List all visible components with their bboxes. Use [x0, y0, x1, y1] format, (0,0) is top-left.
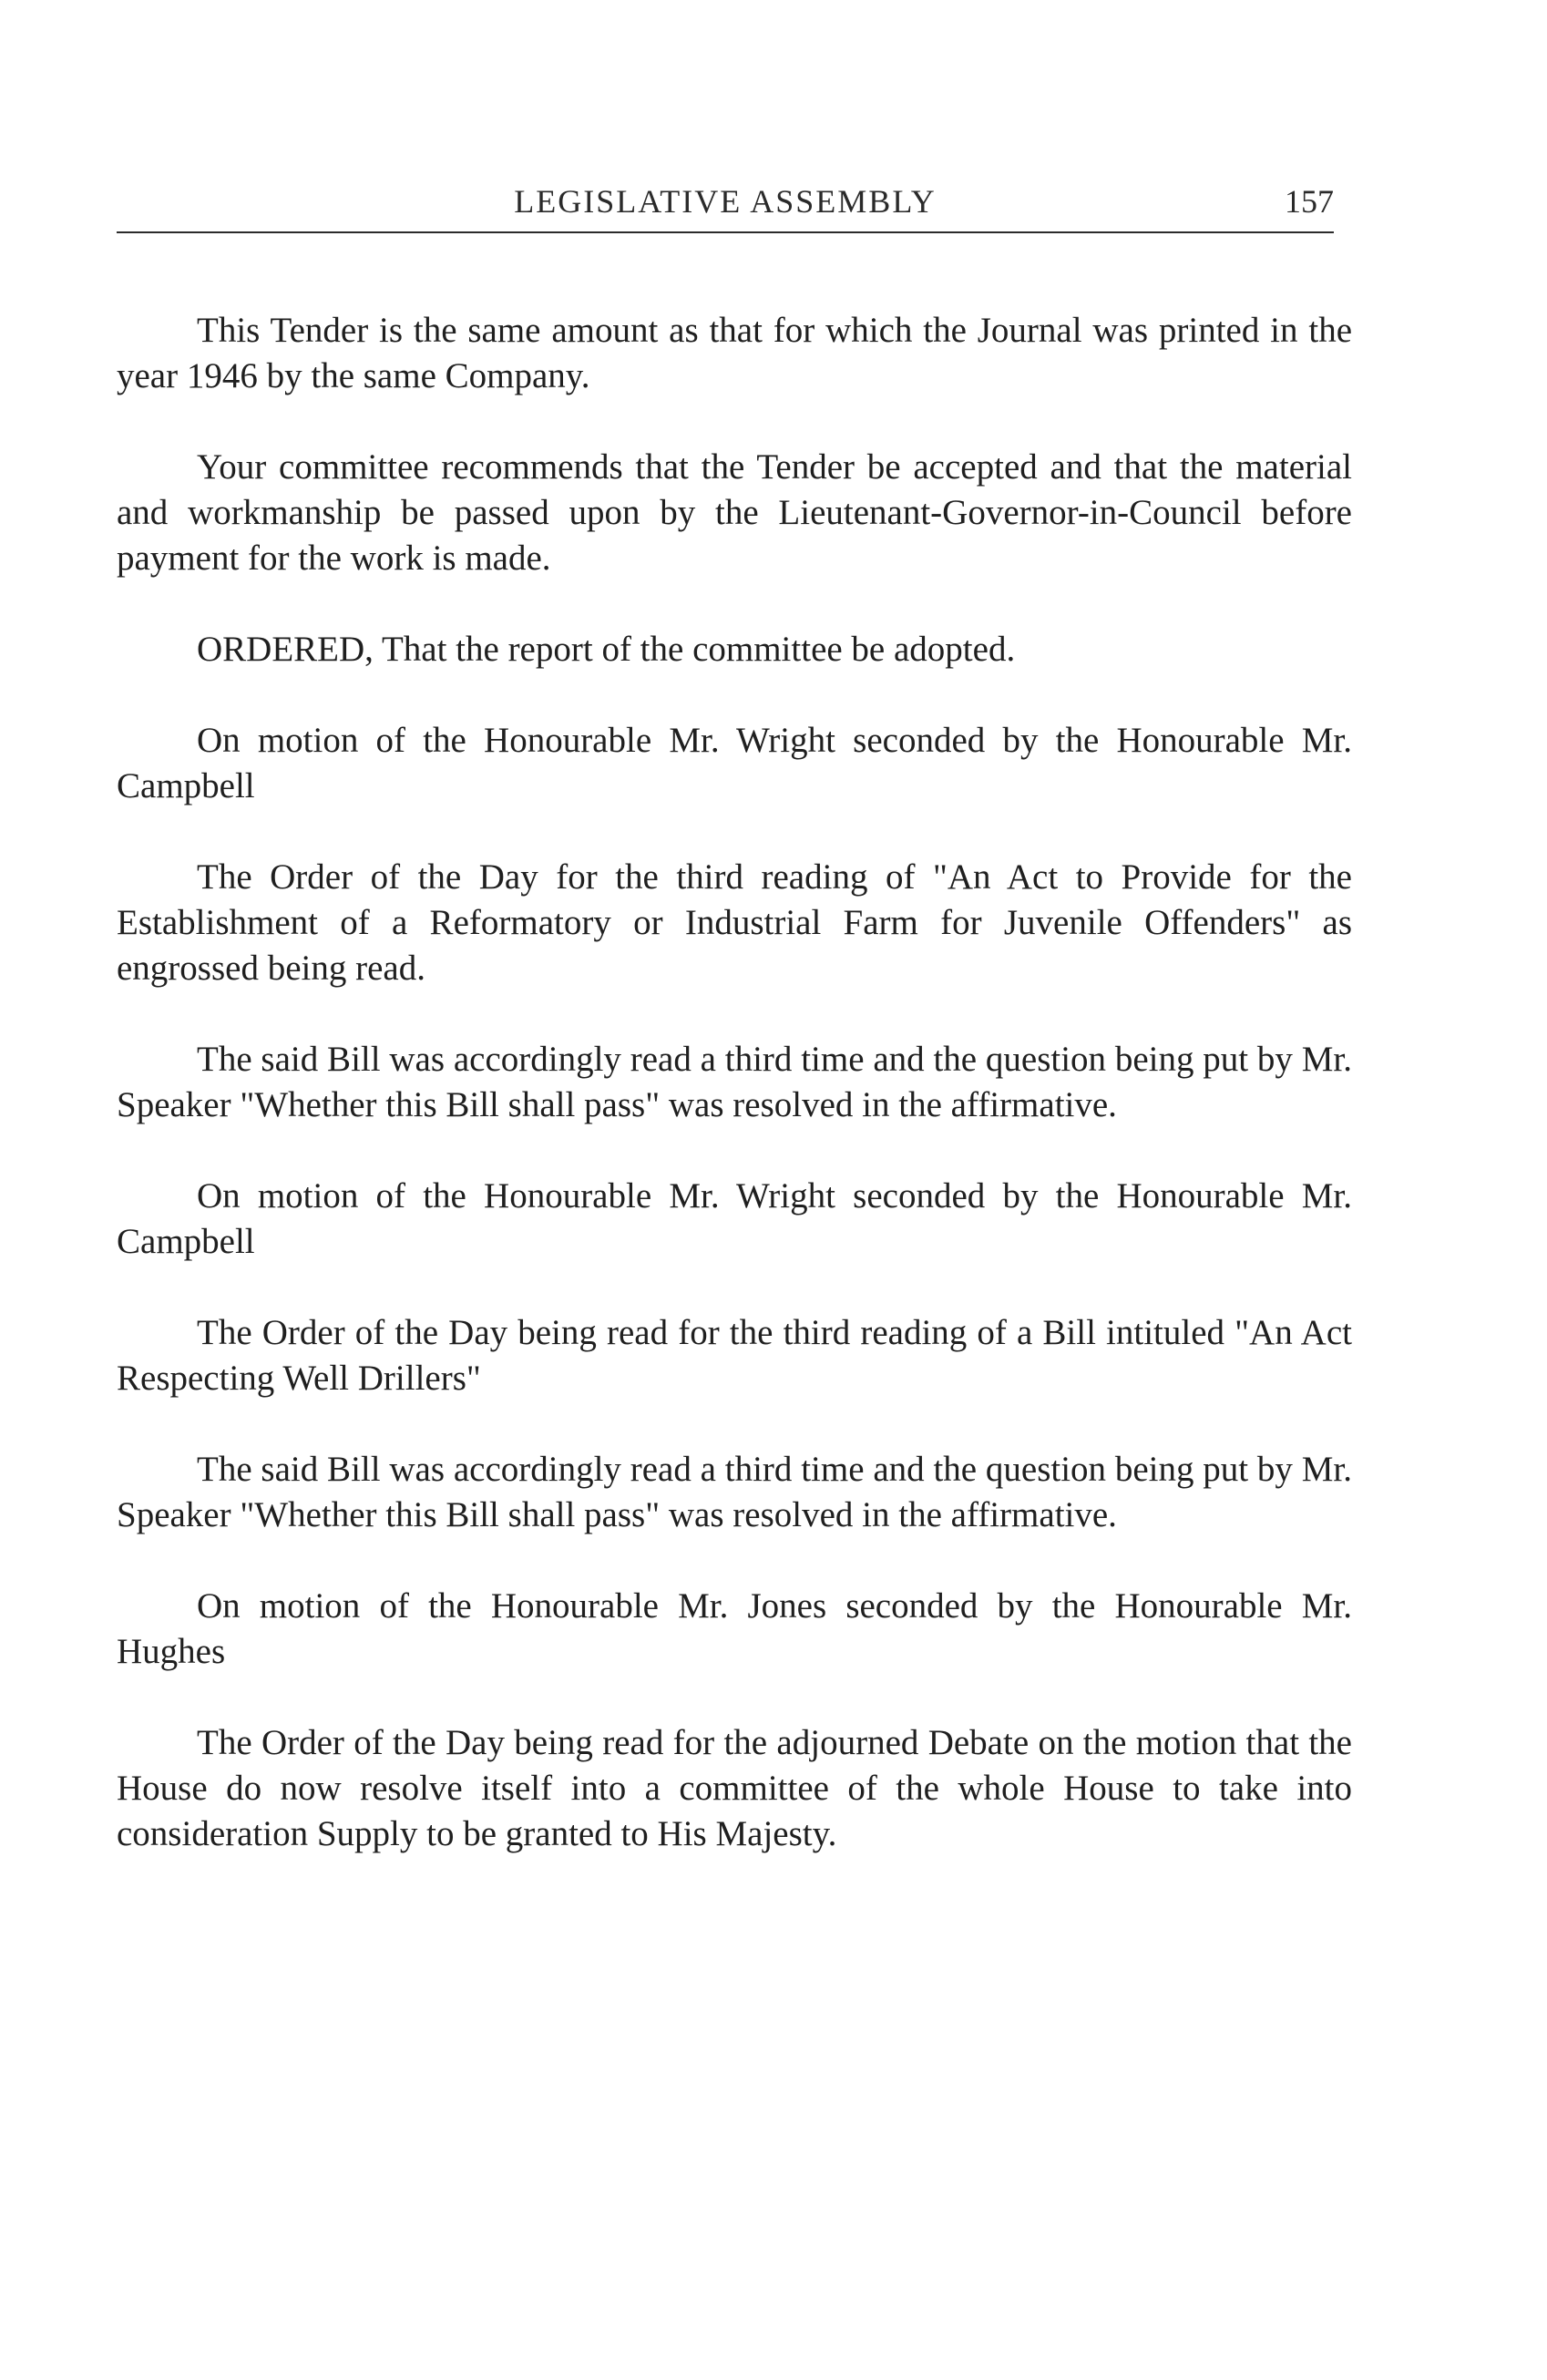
paragraph-committee-recommendation: Your committee recommends that the Tender be accepted and that the material and workmanship be passed upon by the Lieutenant-Governor-in-Council before payment for the work is made. [117, 447, 1352, 578]
paragraph-motion-wright-campbell: On motion of the Honourable Mr. Wright seconded by the Honourable Mr. Campbell [117, 721, 1352, 805]
page-header [117, 182, 1334, 233]
page-number: 157 [1285, 183, 1334, 220]
paragraph-well-drillers-passed: The said Bill was accordingly read a third time and the question being put by Mr. Speaker "Whether this Bill shall pass" was resolved in the affirmative. [117, 1450, 1352, 1534]
body-text [117, 308, 1352, 1857]
paragraph-reformatory-act-passed: The said Bill was accordingly read a third time and the question being put by Mr. Speaker "Whether this Bill shall pass" was resolved in the affirmative. [117, 1040, 1352, 1124]
running-title: LEGISLATIVE ASSEMBLY [514, 183, 937, 220]
paragraph-motion-wright-campbell-2: On motion of the Honourable Mr. Wright seconded by the Honourable Mr. Campbell [117, 1176, 1352, 1261]
paragraph-tender-amount: This Tender is the same amount as that for which the Journal was printed in the year 1946 by the same Company. [117, 311, 1352, 395]
paragraph-ordered: ORDERED, That the report of the committee be adopted. [197, 630, 1016, 669]
paragraph-motion-jones-hughes: On motion of the Honourable Mr. Jones seconded by the Honourable Mr. Hughes [117, 1586, 1352, 1671]
paragraph-supply-debate: The Order of the Day being read for the adjourned Debate on the motion that the House do now resolve itself into a committee of the whole House to take into consideration Supply to be granted to His Majesty. [117, 1723, 1352, 1853]
paragraph-well-drillers-reading: The Order of the Day being read for the third reading of a Bill intituled "An Act Respecting Well Drillers" [117, 1313, 1352, 1398]
paragraph-reformatory-act-reading: The Order of the Day for the third reading of "An Act to Provide for the Establishment of a Reformatory or Industrial Farm for Juvenile Offenders" as engrossed being read. [117, 857, 1352, 988]
